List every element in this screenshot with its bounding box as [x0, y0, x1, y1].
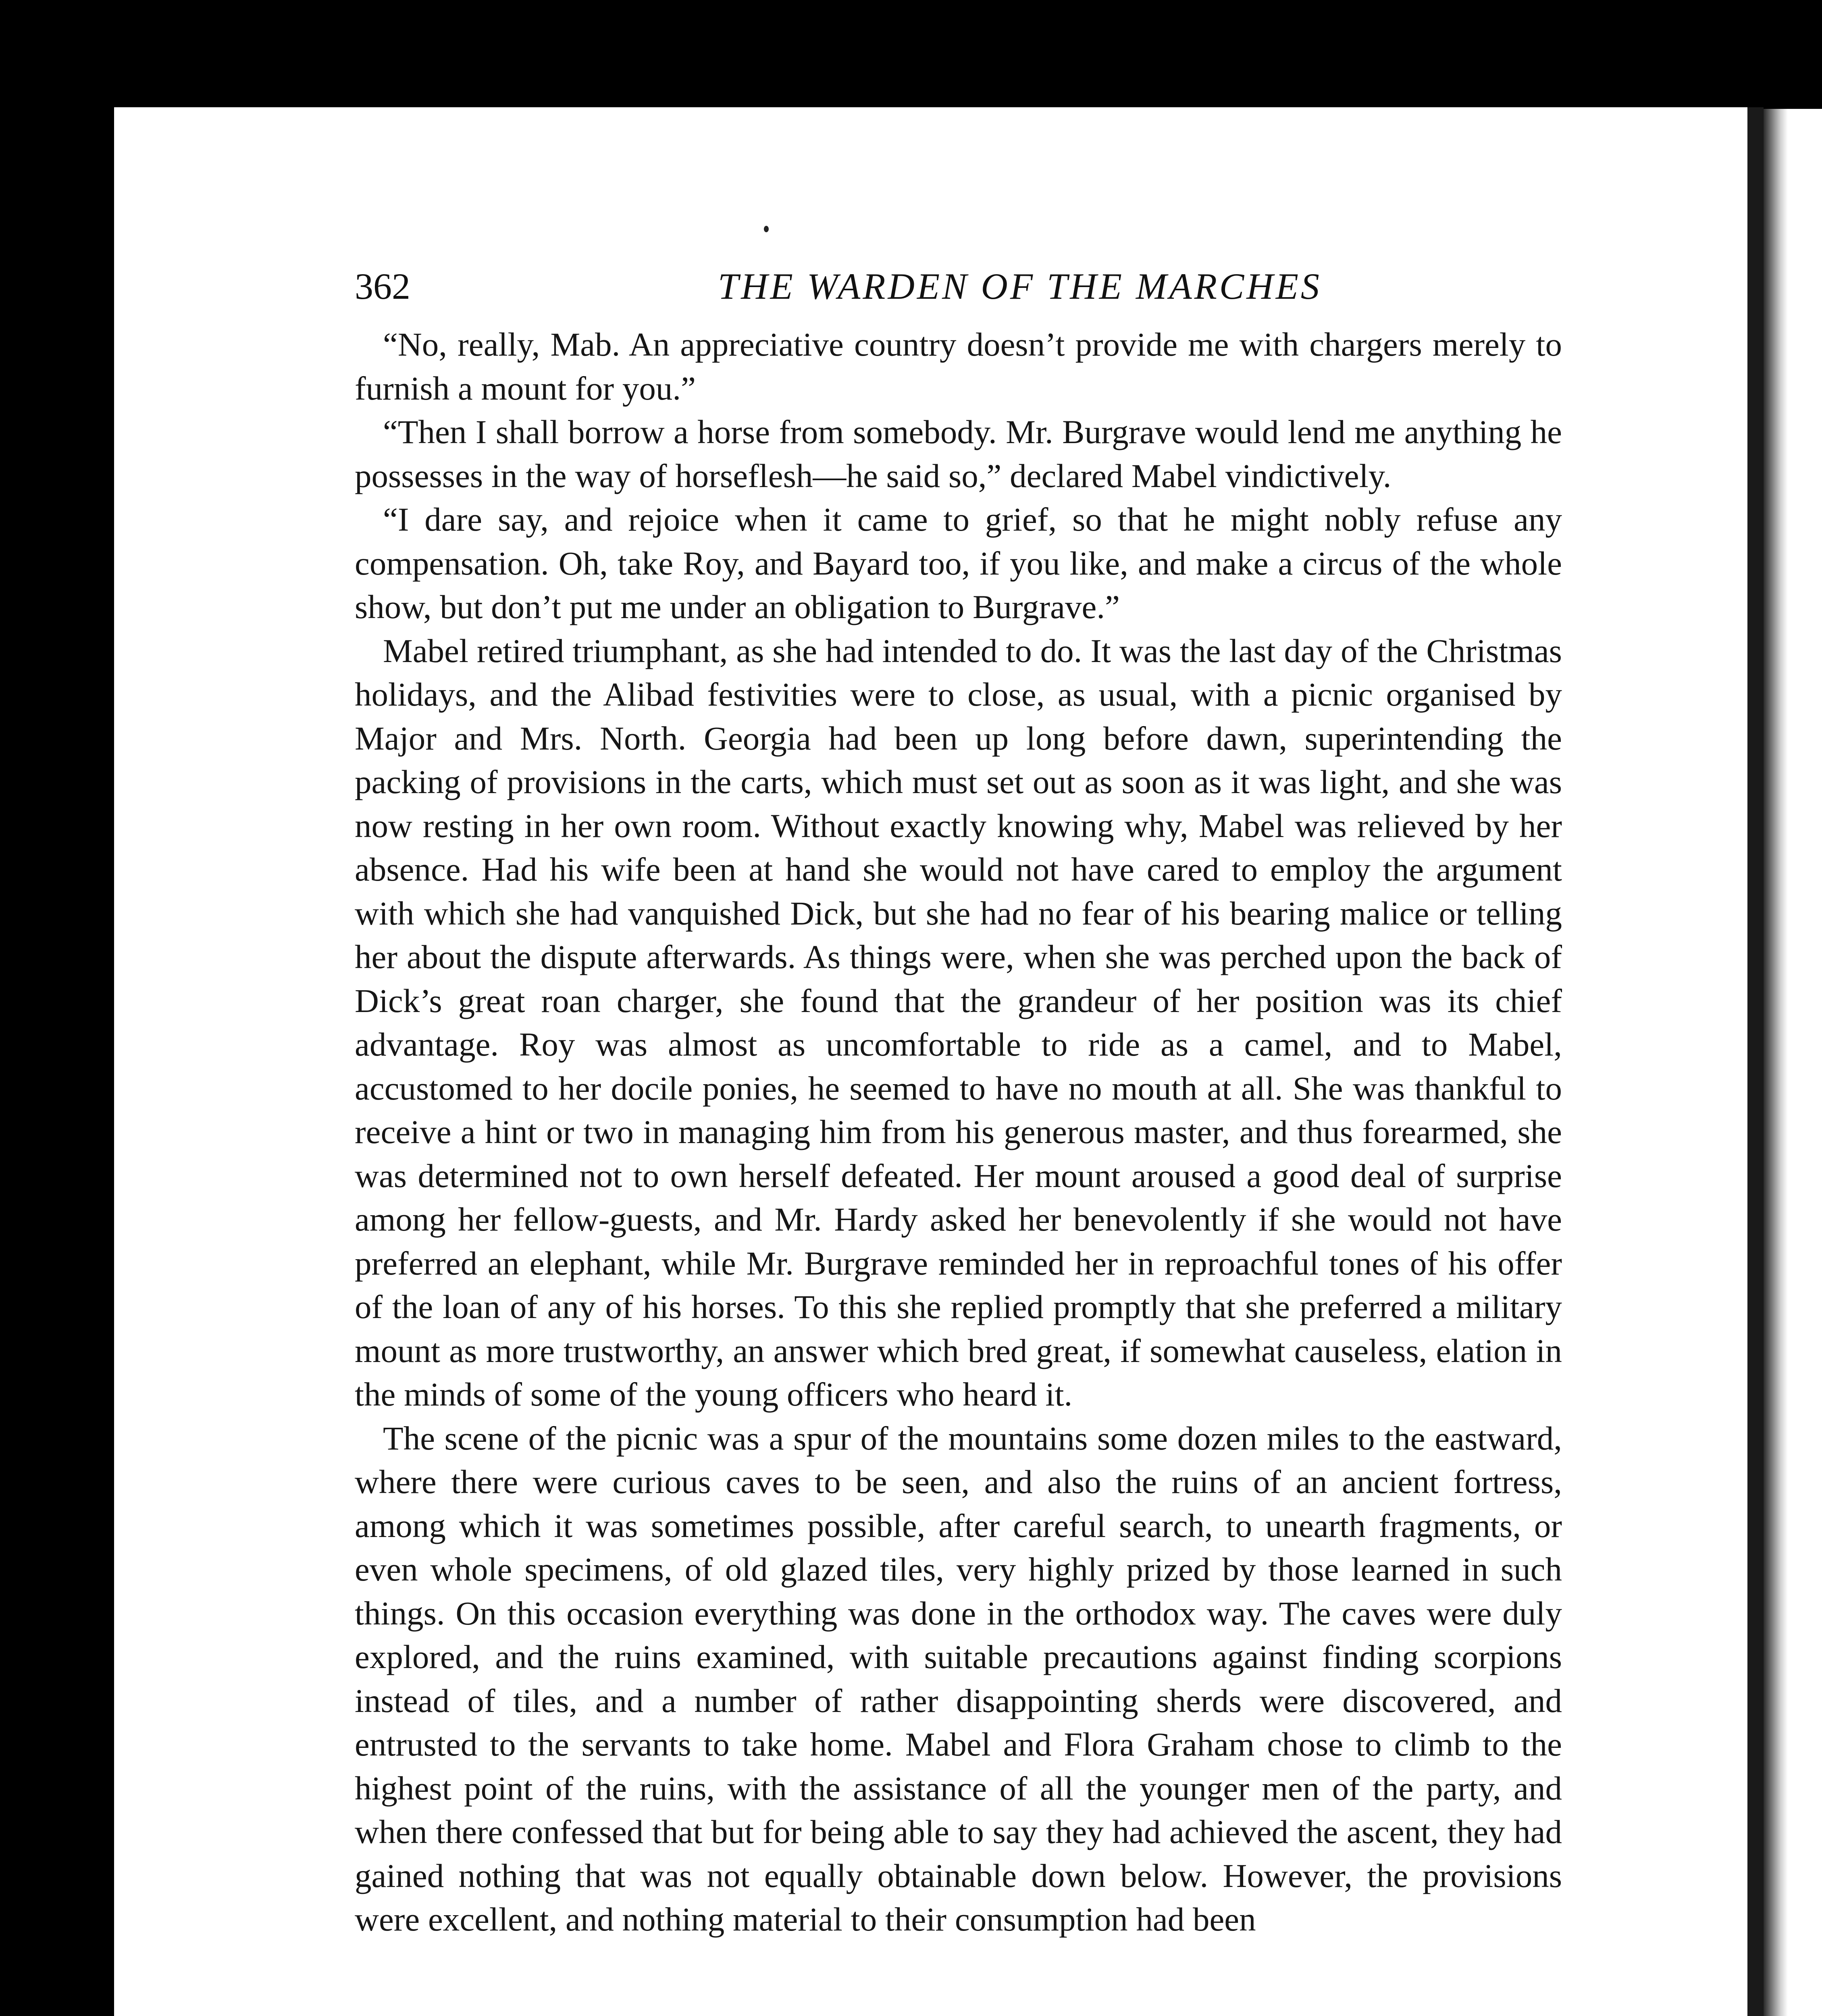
- paragraph: “Then I shall borrow a horse from somebody. Mr. Burgrave would lend me anything he possesses in the way of horseflesh—he said so,” declared Mabel vindictively.: [355, 413, 1562, 494]
- paragraph: “I dare say, and rejoice when it came to grief, so that he might nobly refuse any compensation. Oh, take Roy, and Bayard too, if you like, and make a circus of the whole show, but don’t put me under an obligation to Burgrave.”: [355, 501, 1562, 625]
- paragraph: “No, really, Mab. An appreciative country doesn’t provide me with chargers merely to furnish a mount for you.”: [355, 326, 1562, 407]
- body-text: [355, 323, 1562, 1941]
- dust-speck: [764, 226, 769, 232]
- facing-page-sliver: [1764, 109, 1822, 2016]
- page-header: [355, 258, 1564, 314]
- paragraph: Mabel retired triumphant, as she had intended to do. It was the last day of the Christmas holidays, and the Alibad festivities were to close, as usual, with a picnic organised by Major and Mrs. North. Georgia had been up long before dawn, superintending the packing of provisions in the carts, which must set out as soon as it was light, and she was now resting in her own room. Without exactly knowing why, Mabel was relieved by her absence. Had his wife been at hand she would not have cared to employ the argument with which she had vanquished Dick, but she had no fear of his bearing malice or telling her about the dispute afterwards. As things were, when she was perched upon the back of Dick’s great roan charger, she found that the grandeur of her position was its chief advantage. Roy was almost as uncomfortable to ride as a camel, and to Mabel, accustomed to her docile ponies, he seemed to have no mouth at all. She was thankful to receive a hint or two in managing him from his generous master, and thus forearmed, she was determined not to own herself defeated. Her mount aroused a good deal of surprise among her fellow-guests, and Mr. Hardy asked her benevolently if she would not have preferred an elephant, while Mr. Burgrave reminded her in reproachful tones of his offer of the loan of any of his horses. To this she replied promptly that she preferred a military mount as more trustworthy, an answer which bred great, if somewhat causeless, elation in the minds of some of the young officers who heard it.: [355, 632, 1562, 1413]
- paragraph: The scene of the picnic was a spur of the mountains some dozen miles to the eastward, where there were curious caves to be seen, and also the ruins of an ancient fortress, among which it was sometimes possible, after careful search, to unearth fragments, or even whole specimens, of old glazed tiles, very highly prized by those learned in such things. On this occasion everything was done in the orthodox way. The caves were duly explored, and the ruins examined, with suitable precautions against finding scorpions instead of tiles, and a number of rather disappointing sherds were discovered, and entrusted to the servants to take home. Mabel and Flora Graham chose to climb to the highest point of the ruins, with the assistance of all the younger men of the party, and when there confessed that but for being able to say they had achieved the ascent, they had gained nothing that was not equally obtainable down below. However, the provisions were excellent, and nothing material to their consumption had been: [355, 1419, 1562, 1938]
- page-edge-shadow: [1747, 107, 1764, 2016]
- page-number: 362: [355, 266, 410, 307]
- running-head: THE WARDEN OF THE MARCHES: [718, 266, 1322, 307]
